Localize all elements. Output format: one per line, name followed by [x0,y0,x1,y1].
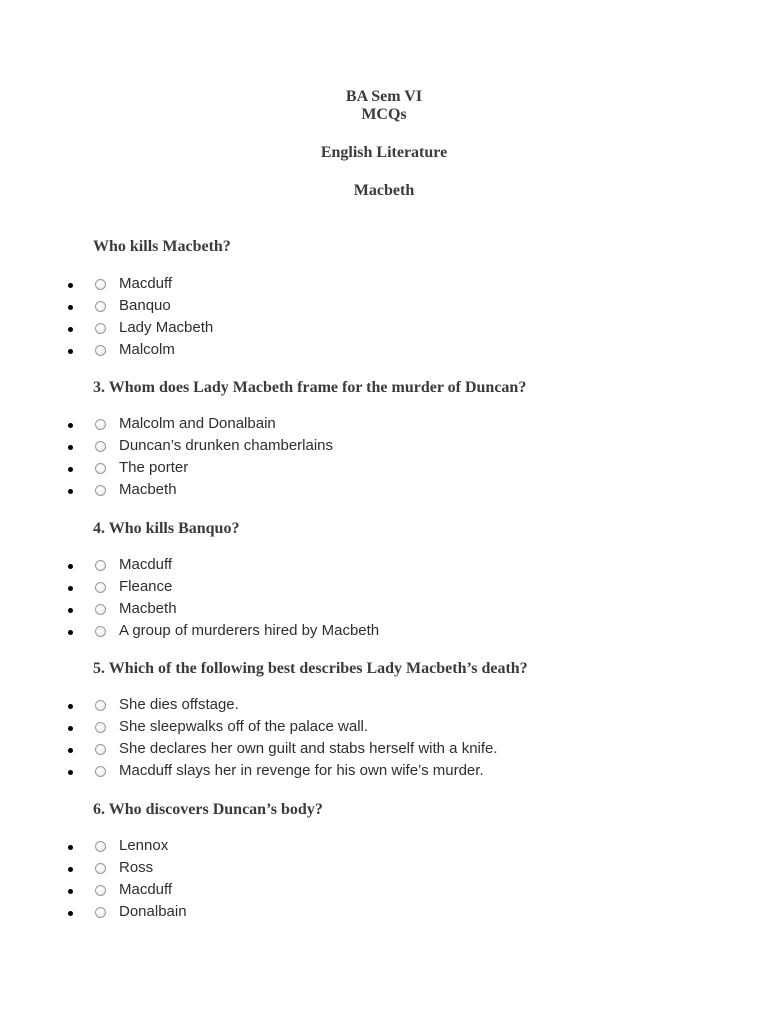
option-item [0,415,700,437]
option-label: Donalbain [119,903,187,920]
radio-button-icon[interactable] [95,700,106,711]
option-item [0,556,700,578]
bullet-icon [68,726,73,731]
option-item [0,622,700,644]
option-item [0,740,700,762]
radio-button-icon[interactable] [95,582,106,593]
radio-button-icon[interactable] [95,485,106,496]
option-label: Fleance [119,578,173,595]
option-label: Macduff slays her in revenge for his own wife’s murder. [119,762,484,779]
options-list [0,556,700,644]
bullet-icon [68,564,73,569]
option-item [0,903,700,925]
option-item [0,481,700,503]
option-label: Malcolm [119,341,175,358]
option-item [0,319,700,341]
option-label: Banquo [119,297,171,314]
doc-topic: Macbeth [353,182,415,199]
bullet-icon [68,586,73,591]
bullet-icon [68,630,73,635]
option-label: She sleepwalks off of the palace wall. [119,718,369,735]
option-item [0,459,700,481]
bullet-icon [68,911,73,916]
option-label: Ross [119,859,154,876]
option-item [0,762,700,784]
radio-button-icon[interactable] [95,301,106,312]
option-label: Lady Macbeth [119,319,214,336]
bullet-icon [68,845,73,850]
bullet-icon [68,867,73,872]
option-item [0,837,700,859]
question-title: 6. Who discovers Duncan’s body? [93,801,323,818]
radio-button-icon[interactable] [95,626,106,637]
options-list [0,415,700,503]
option-item [0,696,700,718]
bullet-icon [68,489,73,494]
bullet-icon [68,305,73,310]
radio-button-icon[interactable] [95,722,106,733]
bullet-icon [68,770,73,775]
option-label: Malcolm and Donalbain [119,415,276,432]
radio-button-icon[interactable] [95,323,106,334]
bullet-icon [68,704,73,709]
option-label: The porter [119,459,189,476]
option-label: Duncan’s drunken chamberlains [119,437,334,454]
option-item [0,600,700,622]
option-label: She declares her own guilt and stabs herself with a knife. [119,740,498,757]
radio-button-icon[interactable] [95,907,106,918]
radio-button-icon[interactable] [95,885,106,896]
question-title: 5. Which of the following best describes Lady Macbeth’s death? [93,660,528,677]
option-label: Macduff [119,556,173,573]
doc-header-line2: MCQs [361,106,407,123]
option-item [0,297,700,319]
options-list [0,837,700,925]
doc-header-line1: BA Sem VI [345,88,423,105]
option-label: She dies offstage. [119,696,239,713]
option-label: A group of murderers hired by Macbeth [119,622,380,639]
option-label: Lennox [119,837,169,854]
radio-button-icon[interactable] [95,419,106,430]
bullet-icon [68,423,73,428]
option-label: Macbeth [119,600,177,617]
option-item [0,578,700,600]
radio-button-icon[interactable] [95,863,106,874]
option-label: Macduff [119,881,173,898]
options-list [0,696,700,784]
bullet-icon [68,283,73,288]
option-item [0,859,700,881]
option-item [0,718,700,740]
doc-subject: English Literature [320,144,448,161]
radio-button-icon[interactable] [95,744,106,755]
radio-button-icon[interactable] [95,841,106,852]
option-item [0,437,700,459]
radio-button-icon[interactable] [95,560,106,571]
bullet-icon [68,889,73,894]
bullet-icon [68,445,73,450]
bullet-icon [68,349,73,354]
radio-button-icon[interactable] [95,463,106,474]
option-item [0,341,700,363]
radio-button-icon[interactable] [95,441,106,452]
radio-button-icon[interactable] [95,279,106,290]
radio-button-icon[interactable] [95,766,106,777]
question-title: 3. Whom does Lady Macbeth frame for the murder of Duncan? [93,379,527,396]
option-label: Macbeth [119,481,177,498]
question-title: Who kills Macbeth? [93,238,231,255]
bullet-icon [68,748,73,753]
radio-button-icon[interactable] [95,345,106,356]
options-list [0,275,700,363]
option-item [0,881,700,903]
bullet-icon [68,608,73,613]
question-title: 4. Who kills Banquo? [93,520,240,537]
option-item [0,275,700,297]
radio-button-icon[interactable] [95,604,106,615]
bullet-icon [68,327,73,332]
option-label: Macduff [119,275,173,292]
bullet-icon [68,467,73,472]
